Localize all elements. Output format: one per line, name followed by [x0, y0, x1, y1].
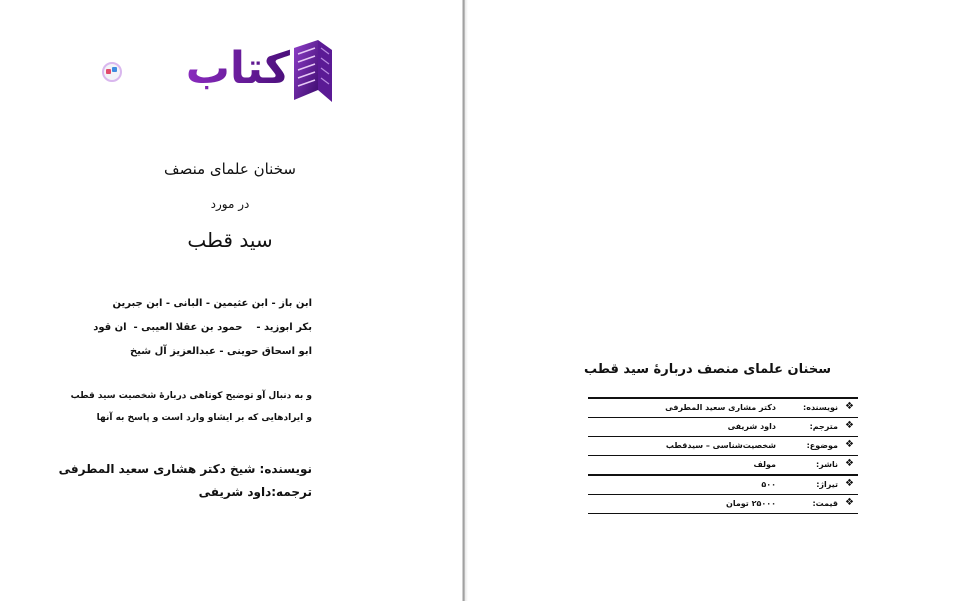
- scholars-line: بکر ابوزید - حمود بن عقلا العیبی - ان قود: [93, 322, 312, 333]
- book-icon: [288, 38, 336, 104]
- book-info-table: [588, 397, 858, 514]
- info-label: نویسنده:: [803, 403, 838, 412]
- diamond-bullet-icon: ❖: [845, 439, 854, 450]
- info-label: مترجم:: [809, 422, 838, 431]
- diamond-bullet-icon: ❖: [845, 401, 854, 412]
- info-value: مولف: [753, 460, 776, 469]
- site-logo[interactable]: [96, 36, 336, 160]
- description-line: و به دنبال آو توضیح کوتاهی دربارهٔ شخصیت سید قطب: [70, 391, 312, 401]
- logo-dot-icon: [102, 62, 122, 82]
- info-label: موضوع:: [806, 441, 838, 450]
- info-row-publisher: [588, 455, 858, 474]
- info-row-circulation: [588, 474, 858, 494]
- cover-description: [71, 385, 312, 429]
- book-info-title: سخنان علمای منصف دربارهٔ سید قطب: [583, 362, 831, 377]
- info-value: داود شریفی: [727, 422, 776, 431]
- info-label: قیمت:: [812, 499, 838, 508]
- info-row-author: [588, 397, 858, 417]
- info-value: دکتر مشاری سعید المطرفی: [665, 403, 776, 412]
- diamond-bullet-icon: ❖: [845, 497, 854, 508]
- info-row-price: [588, 494, 858, 513]
- cover-title-line3: سید قطب: [187, 228, 273, 252]
- scholars-line: ابن باز - ابن عثیمین - البانی - ابن جبرین: [112, 298, 312, 309]
- diamond-bullet-icon: ❖: [845, 478, 854, 489]
- info-table-bottom-rule: [588, 513, 858, 514]
- cover-title-line1: سخنان علمای منصف: [164, 160, 296, 178]
- translator-line: ترجمه:داود شریفی: [198, 485, 312, 499]
- logo-wordmark: کتاب سل: [100, 36, 290, 108]
- description-line: و ایرادهایی که بر ایشاو وارد است و پاسخ به آنها: [96, 413, 312, 423]
- info-label: تیراژ:: [816, 480, 838, 489]
- cover-title-line2: در مورد: [210, 197, 250, 211]
- right-page: [468, 0, 956, 601]
- info-value: ۵۰۰: [761, 480, 776, 489]
- info-label: ناشر:: [815, 460, 838, 469]
- scholars-list: [93, 292, 312, 364]
- diamond-bullet-icon: ❖: [845, 458, 854, 469]
- author-line: نویسنده: شیخ دکتر هشاری سعید المطرفی: [58, 462, 312, 476]
- left-page: [0, 0, 462, 601]
- info-row-translator: [588, 417, 858, 436]
- info-value: شخصیت‌شناسی – سیدقطب: [665, 441, 776, 450]
- info-value: ۲۵۰۰۰ تومان: [725, 499, 776, 508]
- scholars-line: ابو اسحاق حوینی - عبدالعزیز آل شیخ: [129, 346, 312, 357]
- diamond-bullet-icon: ❖: [845, 420, 854, 431]
- info-row-subject: [588, 436, 858, 455]
- cover-credits: [59, 458, 312, 504]
